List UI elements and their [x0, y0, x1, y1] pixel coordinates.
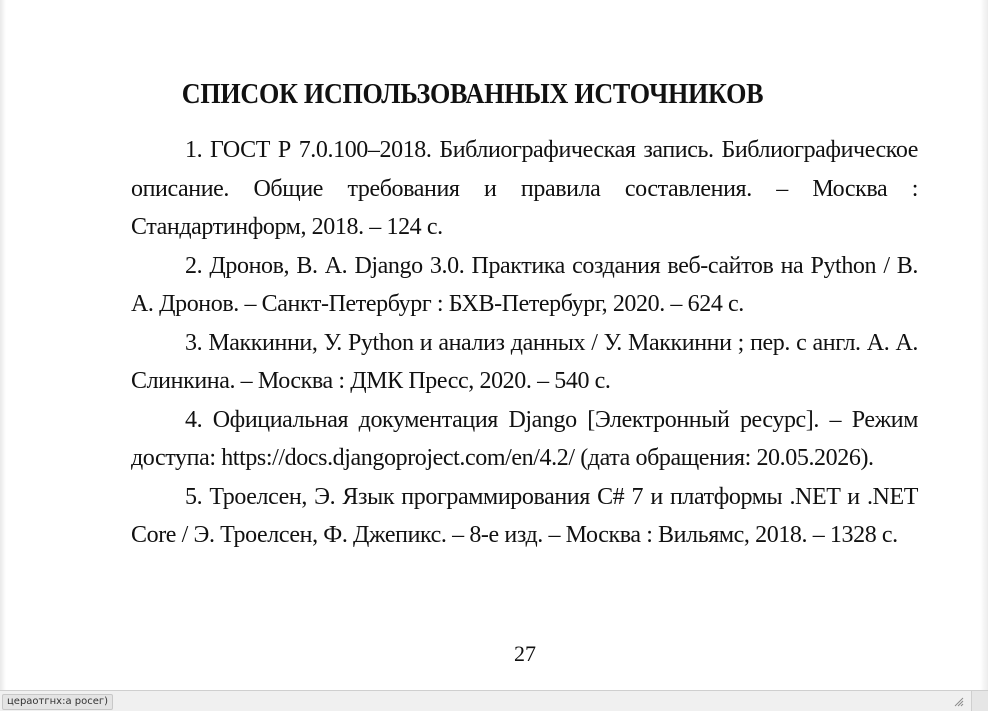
bibliography-entry: 2. Дронов, В. А. Django 3.0. Практика создания веб-сайтов на Python / В. А. Дронов. – Санкт-Петербург : БХВ-Петербург, 2020. – 624 с. [131, 252, 918, 317]
status-bar [0, 690, 988, 711]
bibliography-entry: 4. Официальная документация Django [Электронный ресурс]. – Режим доступа: https://docs.djangoproject.com/en/4.2/ (дата обращения: 20.05.2026). [131, 406, 918, 471]
bibliography-list [131, 131, 918, 555]
page-edge-right [980, 0, 988, 690]
bibliography-entry: 1. ГОСТ Р 7.0.100–2018. Библиографическая запись. Библиографическое описание. Общие требования и правила составления. – Москва : Стандартинформ, 2018. – 124 с. [131, 137, 918, 240]
status-text: цераотгнх:а росег) [2, 694, 113, 710]
bibliography-entry: 5. Троелсен, Э. Язык программирования C# 7 и платформы .NET и .NET Core / Э. Троелсен, Ф. Джепикс. – 8-е изд. – Москва : Вильямс, 2018. – 1328 с. [131, 483, 918, 548]
status-bar-end [971, 691, 988, 711]
page-number: 27 [514, 641, 536, 666]
bibliography-entry: 3. Маккинни, У. Python и анализ данных / У. Маккинни ; пер. с англ. А. А. Слинкина. – Москва : ДМК Пресс, 2020. – 540 с. [131, 329, 918, 394]
resize-grip-icon[interactable] [952, 695, 964, 707]
page-title: СПИСОК ИСПОЛЬЗОВАННЫХ ИСТОЧНИКОВ [181, 78, 764, 110]
